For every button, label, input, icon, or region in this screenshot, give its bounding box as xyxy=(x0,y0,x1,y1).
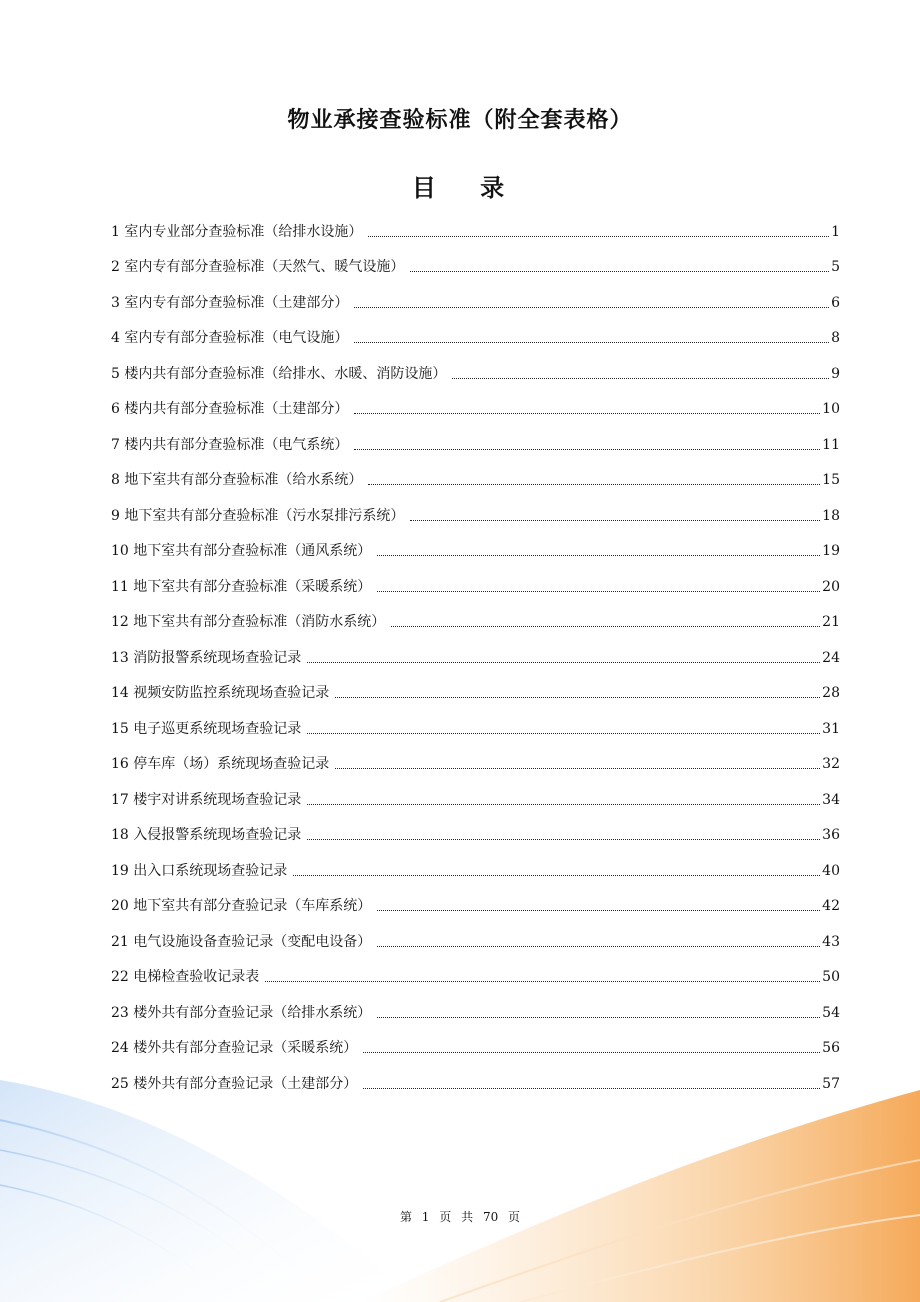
toc-entry-label: 1 室内专业部分查验标准（给排水设施） xyxy=(111,223,363,240)
toc-entry-page-number: 5 xyxy=(831,259,840,275)
toc-entry-page-number: 57 xyxy=(822,1075,840,1092)
footer-prefix: 第 xyxy=(399,1210,412,1224)
toc-entry-label: 10 地下室共有部分查验标准（通风系统） xyxy=(111,543,372,559)
toc-entry-page-number: 9 xyxy=(831,365,840,382)
toc-entry-label: 25 楼外共有部分查验记录（土建部分） xyxy=(111,1075,358,1092)
toc-entry[interactable] xyxy=(111,525,840,561)
toc-entry[interactable] xyxy=(111,312,840,348)
toc-entry-page-number: 21 xyxy=(822,614,840,630)
footer-total-word: 共 xyxy=(461,1210,474,1224)
toc-dot-leader xyxy=(335,696,820,698)
toc-dot-leader xyxy=(307,838,820,840)
toc-dot-leader xyxy=(377,590,820,592)
toc-entry-page-number: 43 xyxy=(822,933,840,950)
toc-dot-leader xyxy=(363,1051,820,1053)
toc-entry-page-number: 40 xyxy=(822,862,840,879)
toc-entry-page-number: 20 xyxy=(822,578,840,595)
toc-heading: 目 录 xyxy=(411,173,509,202)
toc-entry-label: 9 地下室共有部分查验标准（污水泵排污系统） xyxy=(111,507,405,524)
toc-entry-page-number: 36 xyxy=(822,827,840,843)
toc-dot-leader xyxy=(368,235,829,237)
toc-entry-label: 15 电子巡更系统现场查验记录 xyxy=(111,720,302,737)
toc-entry-label: 19 出入口系统现场查验记录 xyxy=(111,862,288,879)
toc-entry-page-number: 18 xyxy=(822,507,840,524)
toc-entry-page-number: 31 xyxy=(822,720,840,737)
toc-dot-leader xyxy=(377,1016,820,1018)
toc-dot-leader xyxy=(354,341,829,343)
document-title: 物业承接查验标准（附全套表格） xyxy=(287,107,633,133)
toc-entry-label: 17 楼宇对讲系统现场查验记录 xyxy=(111,791,302,808)
toc-entry-label: 23 楼外共有部分查验记录（给排水系统） xyxy=(111,1004,372,1021)
toc-entry[interactable] xyxy=(111,276,840,312)
toc-entry[interactable] xyxy=(111,454,840,490)
toc-entry-page-number: 42 xyxy=(822,898,840,914)
toc-dot-leader xyxy=(307,661,820,663)
toc-entry[interactable] xyxy=(111,986,840,1022)
toc-entry-label: 12 地下室共有部分查验标准（消防水系统） xyxy=(111,614,386,630)
toc-entry-page-number: 10 xyxy=(822,401,840,417)
toc-entry[interactable] xyxy=(111,915,840,951)
toc-dot-leader xyxy=(377,945,820,947)
page-footer xyxy=(0,1208,920,1225)
footer-page-word: 页 xyxy=(439,1210,452,1224)
toc-entry-label: 11 地下室共有部分查验标准（采暖系统） xyxy=(111,578,372,595)
toc-dot-leader xyxy=(391,625,820,627)
toc-entry[interactable] xyxy=(111,489,840,525)
toc-dot-leader xyxy=(293,874,820,876)
toc-entry-page-number: 6 xyxy=(831,294,840,311)
toc-entry-label: 22 电梯检查验收记录表 xyxy=(111,969,260,985)
footer-current-page: 1 xyxy=(421,1210,430,1224)
toc-dot-leader xyxy=(410,519,820,521)
toc-entry-label: 24 楼外共有部分查验记录（采暖系统） xyxy=(111,1040,358,1056)
toc-dot-leader xyxy=(368,483,820,485)
toc-entry-page-number: 56 xyxy=(822,1040,840,1056)
toc-entry[interactable] xyxy=(111,809,840,845)
toc-entry-page-number: 54 xyxy=(822,1004,840,1021)
toc-entry[interactable] xyxy=(111,738,840,774)
toc-entry[interactable] xyxy=(111,241,840,277)
toc-entry-label: 6 楼内共有部分查验标准（土建部分） xyxy=(111,401,349,417)
toc-entry-label: 4 室内专有部分查验标准（电气设施） xyxy=(111,330,349,346)
toc-entry-page-number: 11 xyxy=(822,436,840,453)
toc-entry-page-number: 24 xyxy=(822,649,840,666)
toc-entry-page-number: 15 xyxy=(822,472,840,488)
toc-entry[interactable] xyxy=(111,1057,840,1093)
toc-entry[interactable] xyxy=(111,631,840,667)
toc-entry-label: 13 消防报警系统现场查验记录 xyxy=(111,649,302,666)
toc-entry[interactable] xyxy=(111,702,840,738)
footer-suffix: 页 xyxy=(508,1210,521,1224)
toc-entry[interactable] xyxy=(111,880,840,916)
toc-dot-leader xyxy=(354,448,820,450)
toc-entry-label: 18 入侵报警系统现场查验记录 xyxy=(111,827,302,843)
toc-dot-leader xyxy=(307,803,820,805)
toc-dot-leader xyxy=(354,306,829,308)
toc-entry[interactable] xyxy=(111,560,840,596)
toc-entry[interactable] xyxy=(111,383,840,419)
toc-dot-leader xyxy=(377,554,820,556)
toc-entry-page-number: 28 xyxy=(822,685,840,701)
toc-entry-label: 21 电气设施设备查验记录（变配电设备） xyxy=(111,933,372,950)
toc-dot-leader xyxy=(307,732,820,734)
toc-entry-page-number: 1 xyxy=(831,223,840,240)
toc-entry[interactable] xyxy=(111,205,840,241)
toc-entry-page-number: 32 xyxy=(822,756,840,772)
toc-dot-leader xyxy=(410,270,829,272)
toc-dot-leader xyxy=(354,412,820,414)
toc-entry-label: 14 视频安防监控系统现场查验记录 xyxy=(111,685,330,701)
toc-entry-label: 16 停车库（场）系统现场查验记录 xyxy=(111,756,330,772)
toc-entry-page-number: 19 xyxy=(822,543,840,559)
toc-entry-page-number: 34 xyxy=(822,791,840,808)
toc-entry-label: 2 室内专有部分查验标准（天然气、暖气设施） xyxy=(111,259,405,275)
toc-dot-leader xyxy=(363,1087,820,1089)
toc-entry-label: 5 楼内共有部分查验标准（给排水、水暖、消防设施） xyxy=(111,365,447,382)
toc-entry[interactable] xyxy=(111,844,840,880)
toc-entry-label: 20 地下室共有部分查验记录（车库系统） xyxy=(111,898,372,914)
toc-dot-leader xyxy=(452,377,829,379)
toc-entry[interactable] xyxy=(111,667,840,703)
toc-entry-label: 3 室内专有部分查验标准（土建部分） xyxy=(111,294,349,311)
toc-entry[interactable] xyxy=(111,418,840,454)
toc-entry[interactable] xyxy=(111,596,840,632)
toc-entry-label: 7 楼内共有部分查验标准（电气系统） xyxy=(111,436,349,453)
toc-entry-page-number: 8 xyxy=(831,330,840,346)
toc-dot-leader xyxy=(265,980,820,982)
toc-entry-page-number: 50 xyxy=(822,969,840,985)
toc-dot-leader xyxy=(377,909,820,911)
footer-total-pages: 70 xyxy=(482,1210,499,1224)
toc-entry[interactable] xyxy=(111,773,840,809)
toc-entry[interactable] xyxy=(111,1022,840,1058)
table-of-contents xyxy=(111,205,840,1093)
toc-dot-leader xyxy=(335,767,820,769)
toc-entry-label: 8 地下室共有部分查验标准（给水系统） xyxy=(111,472,363,488)
toc-entry[interactable] xyxy=(111,951,840,987)
toc-entry[interactable] xyxy=(111,347,840,383)
